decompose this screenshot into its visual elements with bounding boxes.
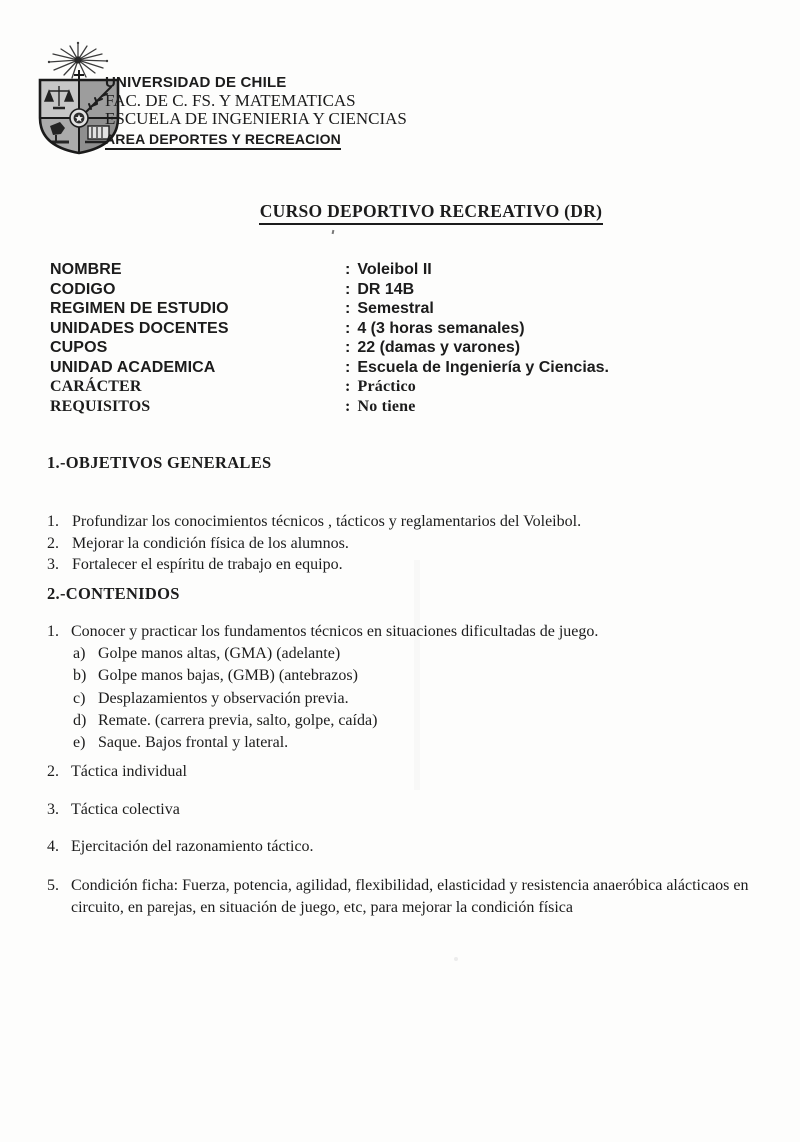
sub-item-text: Golpe manos altas, (GMA) (adelante) [98,645,341,662]
info-label: NOMBRE [50,261,122,278]
list-item-text: Condición ficha: Fuerza, potencia, agilidad, flexibilidad, elasticidad y resistencia anaeróbica alácticaos en circuito, en parejas, en situación de juego, etc, para mejorar la condición física [71,877,749,917]
document-title: CURSO DEPORTIVO RECREATIVO (DR) [259,201,604,225]
university-name: UNIVERSIDAD DE CHILE [105,74,287,91]
section-contenidos [47,584,774,919]
sub-list-item [73,732,774,754]
info-row [50,339,609,359]
section-heading: 2.-CONTENIDOS [47,584,180,603]
sub-item-text: Golpe manos bajas, (GMB) (antebrazos) [98,667,358,685]
list-item-row [47,836,774,858]
info-value: Voleibol II [357,261,432,278]
list-item [47,761,774,783]
list-item-row [47,761,774,783]
list-item [47,875,774,919]
list-item [47,511,774,533]
info-separator: : [345,300,351,317]
list-item [47,554,774,576]
info-value: Semestral [357,300,434,317]
department-name: AREA DEPORTES Y RECREACION [105,131,341,150]
list-item [47,621,774,754]
info-row [50,300,609,320]
list-item-row [47,799,774,821]
list-item-row [47,554,774,576]
scan-artifact [414,560,420,790]
sub-item-marker: b) [73,667,87,685]
list-item [47,799,774,821]
sub-list-item [73,710,774,732]
info-label: UNIDADES DOCENTES [50,319,229,337]
list-item-marker: 3. [47,556,59,573]
info-separator: : [345,280,351,298]
list-item-text: Fortalecer el espíritu de trabajo en equipo. [72,556,343,573]
info-value: 22 (damas y varones) [357,339,521,356]
faculty-name: FAC. DE C. FS. Y MATEMATICAS [105,91,356,110]
info-value: DR 14B [357,280,415,298]
info-label: CARÁCTER [50,378,142,395]
sub-item-marker: d) [73,711,87,729]
info-separator: : [345,397,351,415]
list-item [47,836,774,858]
contents-list [47,621,774,919]
section-objetivos-generales [47,453,774,576]
list-item [47,533,774,555]
list-item-marker: 2. [47,763,59,781]
info-separator: : [345,339,351,356]
list-item-text: Conocer y practicar los fundamentos técnicos en situaciones dificultadas de juego. [71,623,599,640]
info-separator: : [345,319,351,337]
section-heading: 1.-OBJETIVOS GENERALES [47,453,272,472]
list-item-text: Táctica colectiva [71,801,180,819]
list-item-marker: 1. [47,623,59,640]
info-label: UNIDAD ACADEMICA [50,358,216,376]
list-item-marker: 2. [47,534,59,552]
info-separator: : [345,378,351,395]
sub-list-item [73,688,774,710]
sub-item-text: Saque. Bajos frontal y lateral. [98,734,289,752]
info-value: Escuela de Ingeniería y Ciencias. [357,358,609,376]
list-item-text: Mejorar la condición física de los alumnos. [72,534,349,552]
info-label: REQUISITOS [50,397,151,415]
info-value: 4 (3 horas semanales) [357,319,525,337]
sub-item-text: Remate. (carrera previa, salto, golpe, caída) [98,711,378,729]
info-row [50,398,609,418]
info-separator: : [345,358,351,376]
scan-speck [332,230,335,234]
objectives-list [47,511,774,576]
list-item-text: Táctica individual [71,763,187,781]
info-label: REGIMEN DE ESTUDIO [50,300,229,317]
list-item-text: Ejercitación del razonamiento táctico. [71,838,314,856]
info-value: Práctico [357,378,416,395]
list-item-row [47,511,774,533]
sub-item-marker: a) [73,645,86,662]
list-item-row [47,621,774,643]
info-row [50,261,609,281]
info-value: No tiene [357,397,416,415]
sub-list-item [73,643,774,665]
school-name: ESCUELA DE INGENIERIA Y CIENCIAS [105,109,407,128]
info-label: CODIGO [50,280,116,298]
info-separator: : [345,261,351,278]
sub-list [73,643,774,754]
list-item-marker: 1. [47,513,59,530]
sub-item-marker: c) [73,689,86,707]
list-item-marker: 5. [47,877,59,895]
list-item-row [47,875,774,919]
letterhead [105,74,407,150]
scan-speck [454,957,458,961]
info-row [50,320,609,340]
list-item-row [47,533,774,555]
sub-item-marker: e) [73,734,86,752]
sub-list-item [73,665,774,687]
list-item-marker: 3. [47,801,59,819]
info-label: CUPOS [50,339,108,356]
info-row [50,281,609,301]
title-row [0,201,800,225]
list-item-marker: 4. [47,838,59,856]
info-row [50,359,609,379]
course-info-table [50,261,609,417]
info-row [50,378,609,398]
sub-item-text: Desplazamientos y observación previa. [98,689,349,707]
list-item-text: Profundizar los conocimientos técnicos , tácticos y reglamentarios del Voleibol. [72,513,582,530]
